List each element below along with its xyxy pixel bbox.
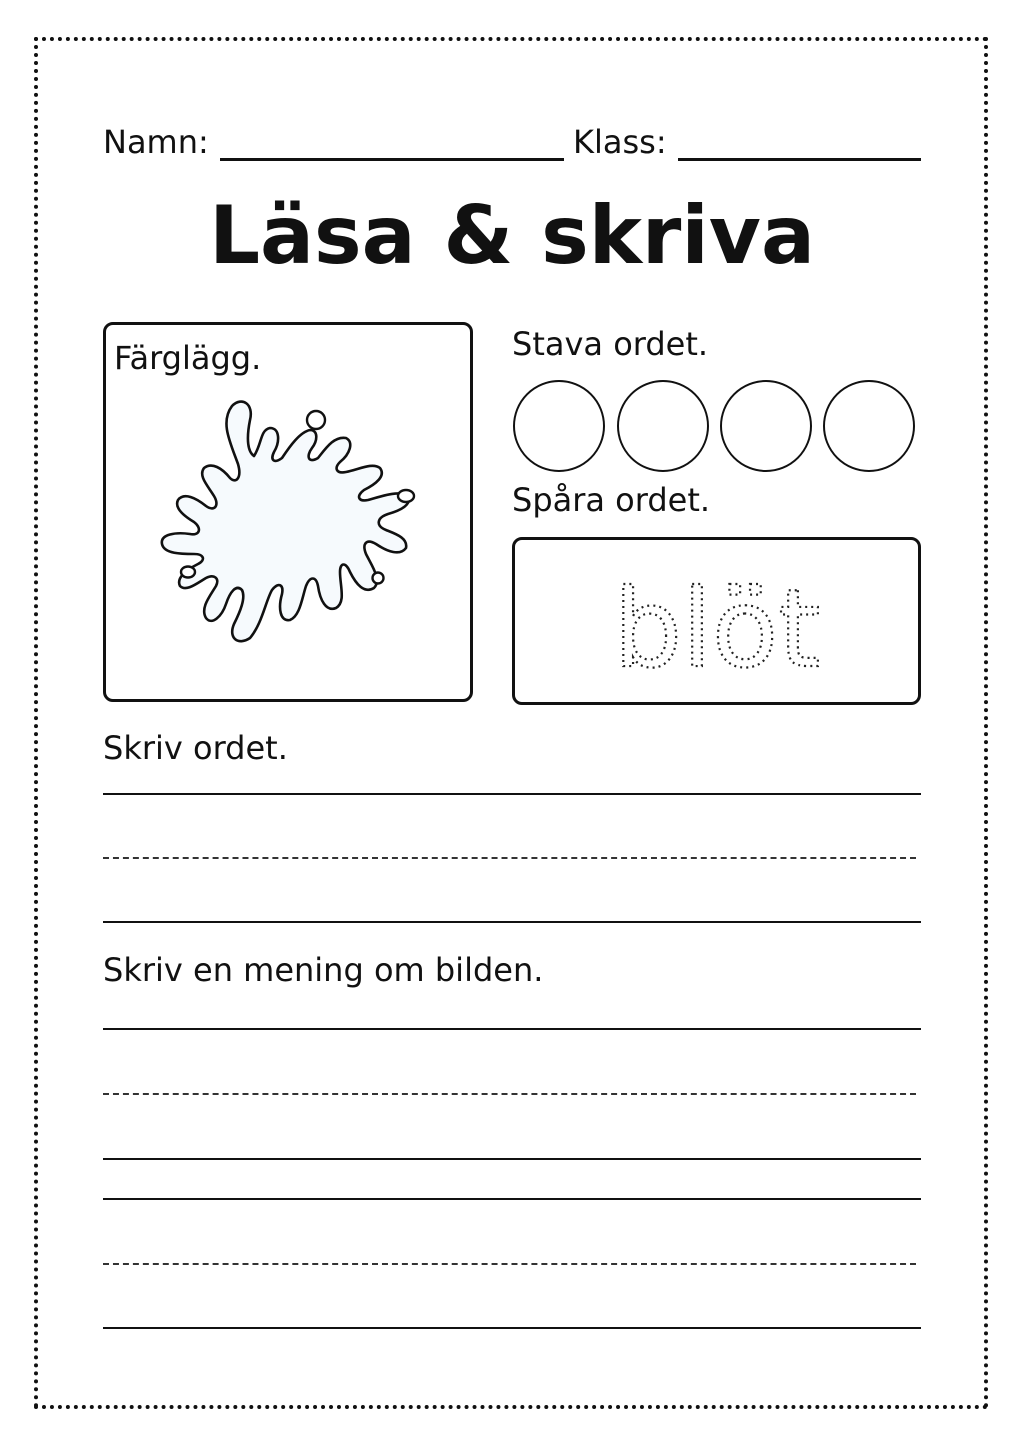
sentence-line-1-top[interactable]: [103, 1028, 921, 1030]
letter-circle-4[interactable]: [823, 380, 915, 472]
trace-word-text: blöt: [613, 567, 821, 692]
splash-icon[interactable]: [150, 392, 430, 652]
name-label: Namn:: [103, 123, 209, 161]
write-word-label: Skriv ordet.: [103, 729, 288, 767]
class-label: Klass:: [573, 123, 667, 161]
spell-label: Stava ordet.: [512, 325, 709, 363]
letter-circle-1[interactable]: [513, 380, 605, 472]
sentence-line-1-mid: [103, 1093, 916, 1095]
letter-circle-2[interactable]: [617, 380, 709, 472]
trace-label: Spåra ordet.: [512, 481, 711, 519]
write-word-mid-line: [103, 857, 916, 859]
sentence-line-2-top[interactable]: [103, 1198, 921, 1200]
letter-circle-3[interactable]: [720, 380, 812, 472]
write-word-base-line[interactable]: [103, 921, 921, 923]
name-field[interactable]: [220, 158, 564, 161]
sentence-line-1-base[interactable]: [103, 1158, 921, 1160]
sentence-line-2-base[interactable]: [103, 1327, 921, 1329]
coloring-label: Färglägg.: [114, 339, 262, 377]
write-word-top-line[interactable]: [103, 793, 921, 795]
trace-word: [515, 540, 919, 702]
page-title: Läsa & skriva: [209, 189, 815, 282]
sentence-line-2-mid: [103, 1263, 916, 1265]
class-field[interactable]: [678, 158, 921, 161]
sentence-label: Skriv en mening om bilden.: [103, 951, 544, 989]
